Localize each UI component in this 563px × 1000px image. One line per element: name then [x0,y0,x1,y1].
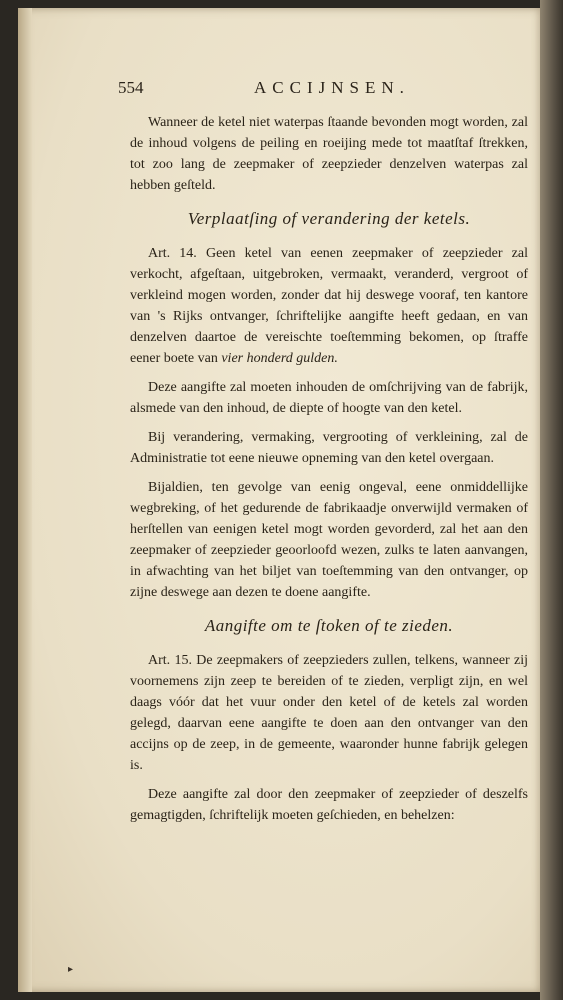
ornament-icon: ▸ [68,964,74,975]
article-15-number: Art. 15. [148,653,192,668]
article-14-fine: vier honderd gulden. [221,351,338,366]
paragraph-aangifte-inhoud: Deze aangifte zal moeten inhouden de omſchrijving van de fabrijk, alsmede van den inhoud, de diepte of hoogte van den ketel. [130,380,528,416]
article-14-number: Art. 14. [148,246,197,261]
article-14 [130,243,528,369]
page-gutter [18,8,32,992]
section-heading-aangifte: Aangifte om te ſtoken of te zieden. [204,616,454,635]
paragraph-last: Deze aangifte zal door den zeepmaker of zeepzieder of deszelfs gemagtigden, ſchriftelijk moeten geſchieden, en behelzen: [130,787,528,823]
running-head: ACCIJNSEN. [254,78,410,97]
section-heading-verplaatsing: Verplaatſing of verandering der ketels. [187,209,471,228]
paragraph-bijaldien: Bijaldien, ten gevolge van eenig ongeval, eene onmiddellijke wegbreking, of het gedurende de fabrikaadje onverwijld vermaken of herſtellen van eenigen ketel mogt worden gevorderd, zal het aan den zeepmaker of zeepzieder geoorloofd wezen, zulks te laten aanvangen, in afwachting van het biljet van toeſtemming van den ontvanger, op zijne deswege aan dezen te doene aangifte. [130,480,528,600]
book-edge [540,0,563,1000]
article-14-text: Geen ketel van eenen zeepmaker of zeepzieder zal verkocht, afgeſtaan, uitgebroken, vermaakt, veranderd, vergroot of verkleind mogen worden, zonder dat hij deswege vooraf, ten kantore van 's Rijks ontvanger, ſchriftelijke aangifte heeft gedaan, en van denzelven daartoe de vereischte toeſtemming bekomen, op ſtraffe eener boete van [130,246,529,366]
page-body [130,112,528,834]
page-header [118,78,518,104]
paragraph-verandering: Bij verandering, vermaking, vergrooting of verkleining, zal de Administratie tot eene nieuwe opneming van den ketel overgaan. [130,430,528,466]
article-15-text: De zeepmakers of zeepzieders zullen, telkens, wanneer zij voornemens zijn zeep te bereiden of te zieden, verpligt zijn, en wel daags vóór dat het vuur onder den ketel of de ketels zal worden gelegd, daarvan eene aangifte te doen aan den ontvanger van den accijns op de zeep, in de gemeente, waaronder hunne fabrijk gelegen is. [130,653,529,773]
article-15 [130,650,528,776]
paragraph-intro: Wanneer de ketel niet waterpas ſtaande bevonden mogt worden, zal de inhoud volgens de peiling en roeijing mede tot maatſtaf ſtrekken, tot zoo lang de zeepmaker of zeepzieder denzelven waterpas zal hebben geſteld. [130,115,528,193]
page-number: 554 [118,78,144,97]
